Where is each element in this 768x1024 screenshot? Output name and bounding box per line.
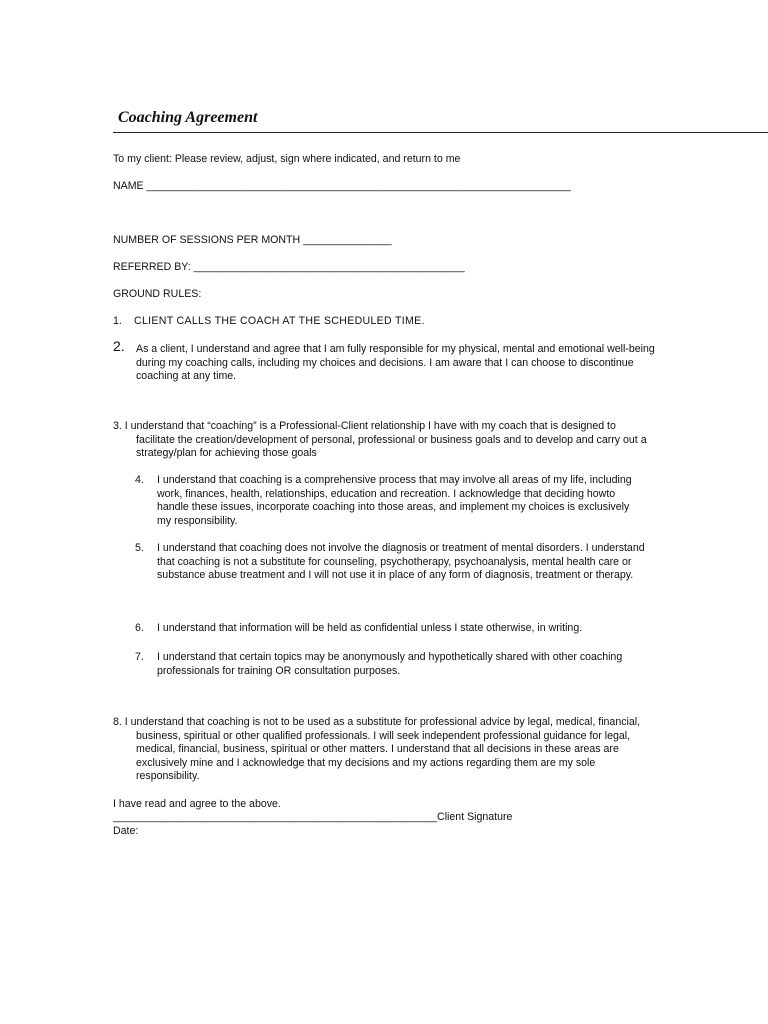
rule-text: As a client, I understand and agree that I am fully responsible for my physical, mental and emotional well-being during my coaching calls, including my choices and decisions. I am aware that I can choose to discontinue coaching at any time. bbox=[136, 343, 655, 383]
rule-number: 4. bbox=[135, 474, 144, 486]
title-rule bbox=[113, 132, 768, 133]
date-label: Date: bbox=[113, 825, 139, 837]
rule-3 bbox=[113, 420, 688, 461]
rule-text: I understand that coaching does not involve the diagnosis or treatment of mental disorders. I understand that coaching is not a substitute for counseling, psychotherapy, psychoanalysis, mental health care or substance abuse treatment and I will not use it in place of any form of diagnosis, treatment or therapy. bbox=[157, 542, 645, 582]
rule-8 bbox=[113, 716, 693, 784]
signature-row[interactable] bbox=[113, 811, 512, 825]
rule-number: 1. bbox=[113, 315, 122, 327]
referred-field[interactable]: REFERRED BY: ______________________________________________ bbox=[113, 261, 465, 273]
rule-text: I understand that coaching is a comprehensive process that may involve all areas of my life, including work, finances, health, relationships, education and recreation. I acknowledge that deciding howto handle these issues, incorporate coaching into those areas, and implement my choices is exclusively my responsibility. bbox=[157, 474, 632, 527]
rule-number: 6. bbox=[135, 622, 144, 634]
rule-number: 2. bbox=[113, 338, 125, 354]
rule-text: I understand that certain topics may be anonymously and hypothetically shared with other coaching professionals for training OR consultation purposes. bbox=[157, 651, 623, 677]
agreement-statement: I have read and agree to the above. bbox=[113, 798, 281, 810]
rule-text-continued: business, spiritual or other qualified professionals. I will seek independent professional guidance for legal, medical, financial, business, spiritual or other matters. I understand that all decisions in these areas are exclusively mine and I acknowledge that my decisions and my actions regarding them are my sole responsibility. bbox=[136, 729, 631, 783]
rule-text-continued: facilitate the creation/development of personal, professional or business goals and to develop and carry out a strategy/plan for achieving those goals bbox=[136, 433, 647, 460]
rule-number: 7. bbox=[135, 651, 144, 663]
rule-number: 5. bbox=[135, 542, 144, 554]
ground-rules-label: GROUND RULES: bbox=[113, 288, 202, 300]
sessions-field[interactable]: NUMBER OF SESSIONS PER MONTH _______________ bbox=[113, 234, 392, 246]
signature-line[interactable]: _______________________________________________________ bbox=[113, 811, 438, 823]
signature-label: Client Signature bbox=[437, 811, 513, 823]
rule-text-lead: 8. I understand that coaching is not to be used as a substitute for professional advice by legal, medical, financial, bbox=[113, 716, 641, 728]
page-title: Coaching Agreement bbox=[118, 109, 258, 126]
rule-text: CLIENT CALLS THE COACH AT THE SCHEDULED TIME. bbox=[134, 315, 425, 327]
name-field[interactable]: NAME ________________________________________________________________________ bbox=[113, 180, 571, 192]
rule-text: I understand that information will be held as confidential unless I state otherwise, in writing. bbox=[157, 622, 583, 634]
rule-text-lead: 3. I understand that “coaching” is a Professional-Client relationship I have with my coach that is designed to bbox=[113, 420, 616, 432]
intro-text: To my client: Please review, adjust, sign where indicated, and return to me bbox=[113, 153, 461, 165]
